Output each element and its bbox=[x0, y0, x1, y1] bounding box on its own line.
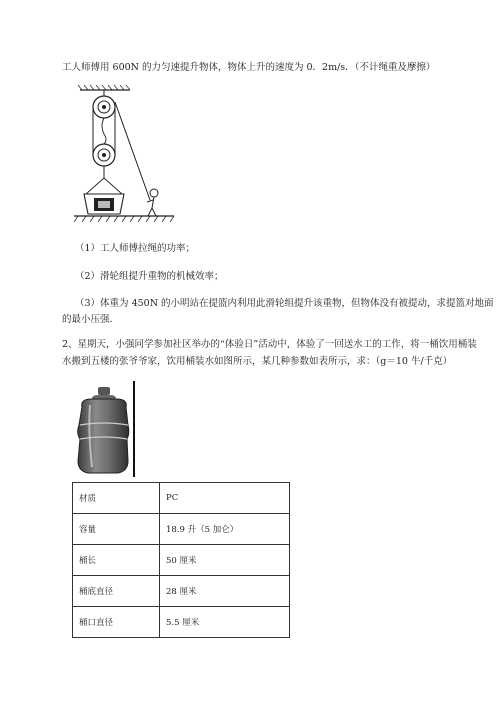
pulley-system-figure bbox=[70, 82, 180, 226]
problem1-intro: 工人师傅用 600N 的力匀速提升物体，物体上升的速度为 0．2m/s．（不计绳重及摩擦） bbox=[62, 62, 436, 73]
problem2-line-2: 水搬到五楼的张爷爷家，饮用桶装水如图所示，某几种参数如表所示，求：（g＝10 牛/千克） bbox=[62, 356, 453, 367]
table-row bbox=[73, 514, 290, 545]
table-row bbox=[73, 607, 290, 638]
table-cell-label: 材质 bbox=[73, 483, 160, 514]
ceiling bbox=[78, 85, 130, 90]
worker-figure bbox=[147, 189, 158, 216]
table-cell-label: 桶底直径 bbox=[73, 576, 160, 607]
table-row bbox=[73, 576, 290, 607]
question-3-line-1: （3）体重为 450N 的小明站在提篮内利用此滑轮组提升该重物，但物体没有被提动，求提篮对地面 bbox=[75, 298, 494, 309]
table-cell-label: 容量 bbox=[73, 514, 160, 545]
table-cell-label: 桶口直径 bbox=[73, 607, 160, 638]
table-cell-value: 5.5 厘米 bbox=[160, 607, 290, 638]
table-cell-value: PC bbox=[160, 483, 290, 514]
table-cell-value: 18.9 升（5 加仑） bbox=[160, 514, 290, 545]
table-cell-label: 桶长 bbox=[73, 545, 160, 576]
question-3-line-2: 的最小压强． bbox=[62, 314, 120, 325]
question-1: （1）工人师傅拉绳的功率； bbox=[75, 243, 196, 254]
table-row bbox=[73, 483, 290, 514]
table-cell-value: 28 厘米 bbox=[160, 576, 290, 607]
parameter-table bbox=[72, 482, 290, 638]
problem2-line-1: 2、星期天，小强同学参加社区举办的“体验日”活动中，体验了一回送水工的工作，将一桶饮用桶装 bbox=[62, 339, 477, 350]
ground bbox=[74, 216, 174, 222]
table-cell-value: 50 厘米 bbox=[160, 545, 290, 576]
water-bottle-photo bbox=[72, 381, 136, 477]
table-row bbox=[73, 545, 290, 576]
question-2: （2）滑轮组提升重物的机械效率； bbox=[75, 271, 224, 282]
